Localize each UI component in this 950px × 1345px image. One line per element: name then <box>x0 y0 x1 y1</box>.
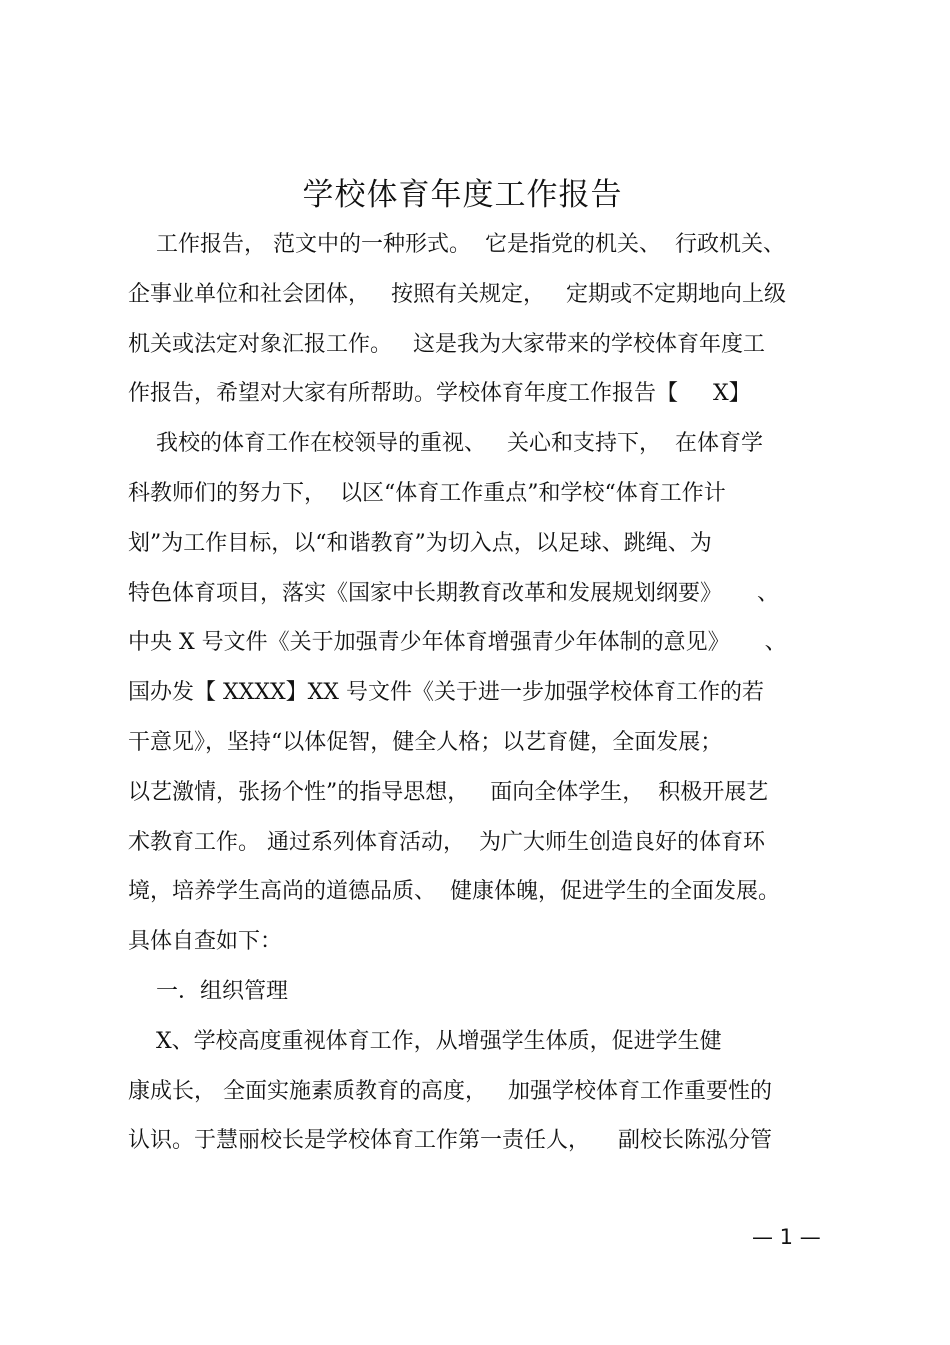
body-line-12: 以艺激情，张扬个性”的指导思想， 面向全体学生， 积极开展艺 <box>128 780 769 805</box>
body-line-18: 康成长， 全面实施素质教育的高度， 加强学校体育工作重要性的 <box>128 1079 772 1104</box>
body-line-4: 作报告，希望对大家有所帮助。学校体育年度工作报告【 X】 <box>128 381 751 406</box>
body-line-14: 境，培养学生高尚的道德品质、 健康体魄，促进学生的全面发展。 <box>128 879 780 904</box>
page-number: — 1 — <box>752 1225 821 1249</box>
body-line-3: 机关或法定对象汇报工作。 这是我为大家带来的学校体育年度工 <box>128 332 765 357</box>
body-line-1: 工作报告， 范文中的一种形式。 它是指党的机关、 行政机关、 <box>128 232 785 257</box>
section-heading: 一．组织管理 <box>128 979 288 1004</box>
body-line-5: 我校的体育工作在校领导的重视、 关心和支持下， 在体育学 <box>128 431 763 456</box>
body-line-11: 干意见》，坚持“以体促智，健全人格；以艺育健，全面发展； <box>128 730 723 755</box>
body-line-15: 具体自查如下： <box>128 929 283 954</box>
body-line-9: 中央 X 号文件《关于加强青少年体育增强青少年体制的意见》 、 <box>128 630 787 655</box>
body-line-13: 术教育工作。 通过系列体育活动， 为广大师生创造良好的体育环 <box>128 830 765 855</box>
body-line-17: X、学校高度重视体育工作，从增强学生体质，促进学生健 <box>128 1029 722 1054</box>
body-line-19: 认识。于慧丽校长是学校体育工作第一责任人， 副校长陈泓分管 <box>128 1128 772 1153</box>
body-line-2: 企事业单位和社会团体， 按照有关规定， 定期或不定期地向上级 <box>128 282 786 307</box>
body-line-8: 特色体育项目，落实《国家中长期教育改革和发展规划纲要》 、 <box>128 581 779 606</box>
document-title: 学校体育年度工作报告 <box>302 177 623 213</box>
body-line-6: 科教师们的努力下， 以区“体育工作重点”和学校“体育工作计 <box>128 481 726 506</box>
body-line-7: 划”为工作目标，以“和谐教育”为切入点，以足球、跳绳、为 <box>128 531 712 556</box>
body-line-10: 国办发【 XXXX】XX 号文件《关于进一步加强学校体育工作的若 <box>128 680 764 705</box>
